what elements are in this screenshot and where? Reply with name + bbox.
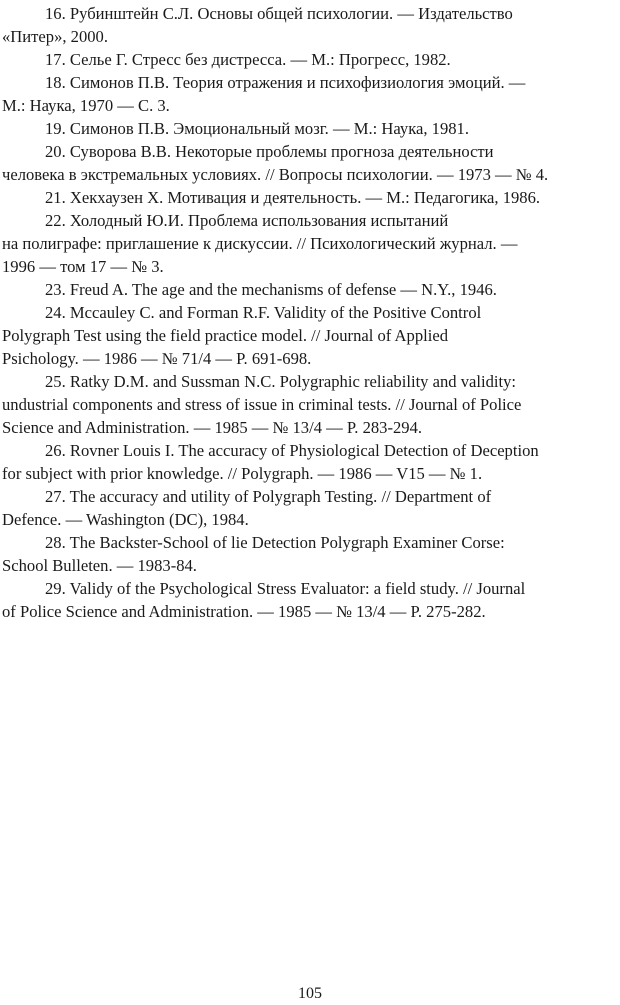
reference-line: 21. Хекхаузен Х. Мотивация и деятельность. — М.: Педагогика, 1986. (45, 188, 541, 207)
reference-line: человека в экстремальных условиях. // Вопросы психологии. — 1973 — № 4. (2, 165, 549, 184)
reference-line: 20. Суворова В.В. Некоторые проблемы прогноза деятельности (45, 142, 494, 161)
reference-line: 22. Холодный Ю.И. Проблема использования испытаний (45, 211, 449, 230)
reference-line: 16. Рубинштейн С.Л. Основы общей психологии. — Издательство (45, 4, 513, 23)
reference-line: 17. Селье Г. Стресс без дистресса. — М.: Прогресс, 1982. (45, 50, 451, 69)
reference-line: Defence. — Washington (DC), 1984. (2, 510, 249, 529)
reference-line: undustrial components and stress of issue in criminal tests. // Journal of Police (2, 395, 522, 414)
reference-line: 19. Симонов П.В. Эмоциональный мозг. — М.: Наука, 1981. (45, 119, 469, 138)
reference-line: «Питер», 2000. (2, 27, 109, 46)
reference-line: Psichology. — 1986 — № 71/4 — P. 691-698. (2, 349, 312, 368)
reference-line: на полиграфе: приглашение к дискуссии. // Психологический журнал. — (2, 234, 518, 253)
reference-line: 28. The Backster-School of lie Detection Polygraph Examiner Corse: (45, 533, 505, 552)
reference-line: 29. Validy of the Psychological Stress Evaluator: a field study. // Journal (45, 579, 526, 598)
reference-line: М.: Наука, 1970 — С. 3. (2, 96, 170, 115)
reference-line: 27. The accuracy and utility of Polygraph Testing. // Department of (45, 487, 492, 506)
reference-line: 26. Rovner Louis I. The accuracy of Physiological Detection of Deception (45, 441, 539, 460)
reference-line: 25. Ratky D.M. and Sussman N.C. Polygraphic reliability and validity: (45, 372, 517, 391)
reference-line: School Bulleten. — 1983-84. (2, 556, 197, 575)
reference-line: of Police Science and Administration. — 1985 — № 13/4 — P. 275-282. (2, 602, 486, 621)
reference-line: 18. Симонов П.В. Теория отражения и психофизиология эмоций. — (45, 73, 526, 92)
reference-line: 1996 — том 17 — № 3. (2, 257, 164, 276)
reference-line: Science and Administration. — 1985 — № 13/4 — P. 283-294. (2, 418, 423, 437)
reference-line: for subject with prior knowledge. // Polygraph. — 1986 — V15 — № 1. (2, 464, 483, 483)
page-number: 105 (298, 985, 322, 1002)
reference-line: 24. Mccauley C. and Forman R.F. Validity of the Positive Control (45, 303, 482, 322)
reference-line: Polygraph Test using the field practice model. // Journal of Applied (2, 326, 449, 345)
reference-line: 23. Freud A. The age and the mechanisms of defense — N.Y., 1946. (45, 280, 497, 299)
